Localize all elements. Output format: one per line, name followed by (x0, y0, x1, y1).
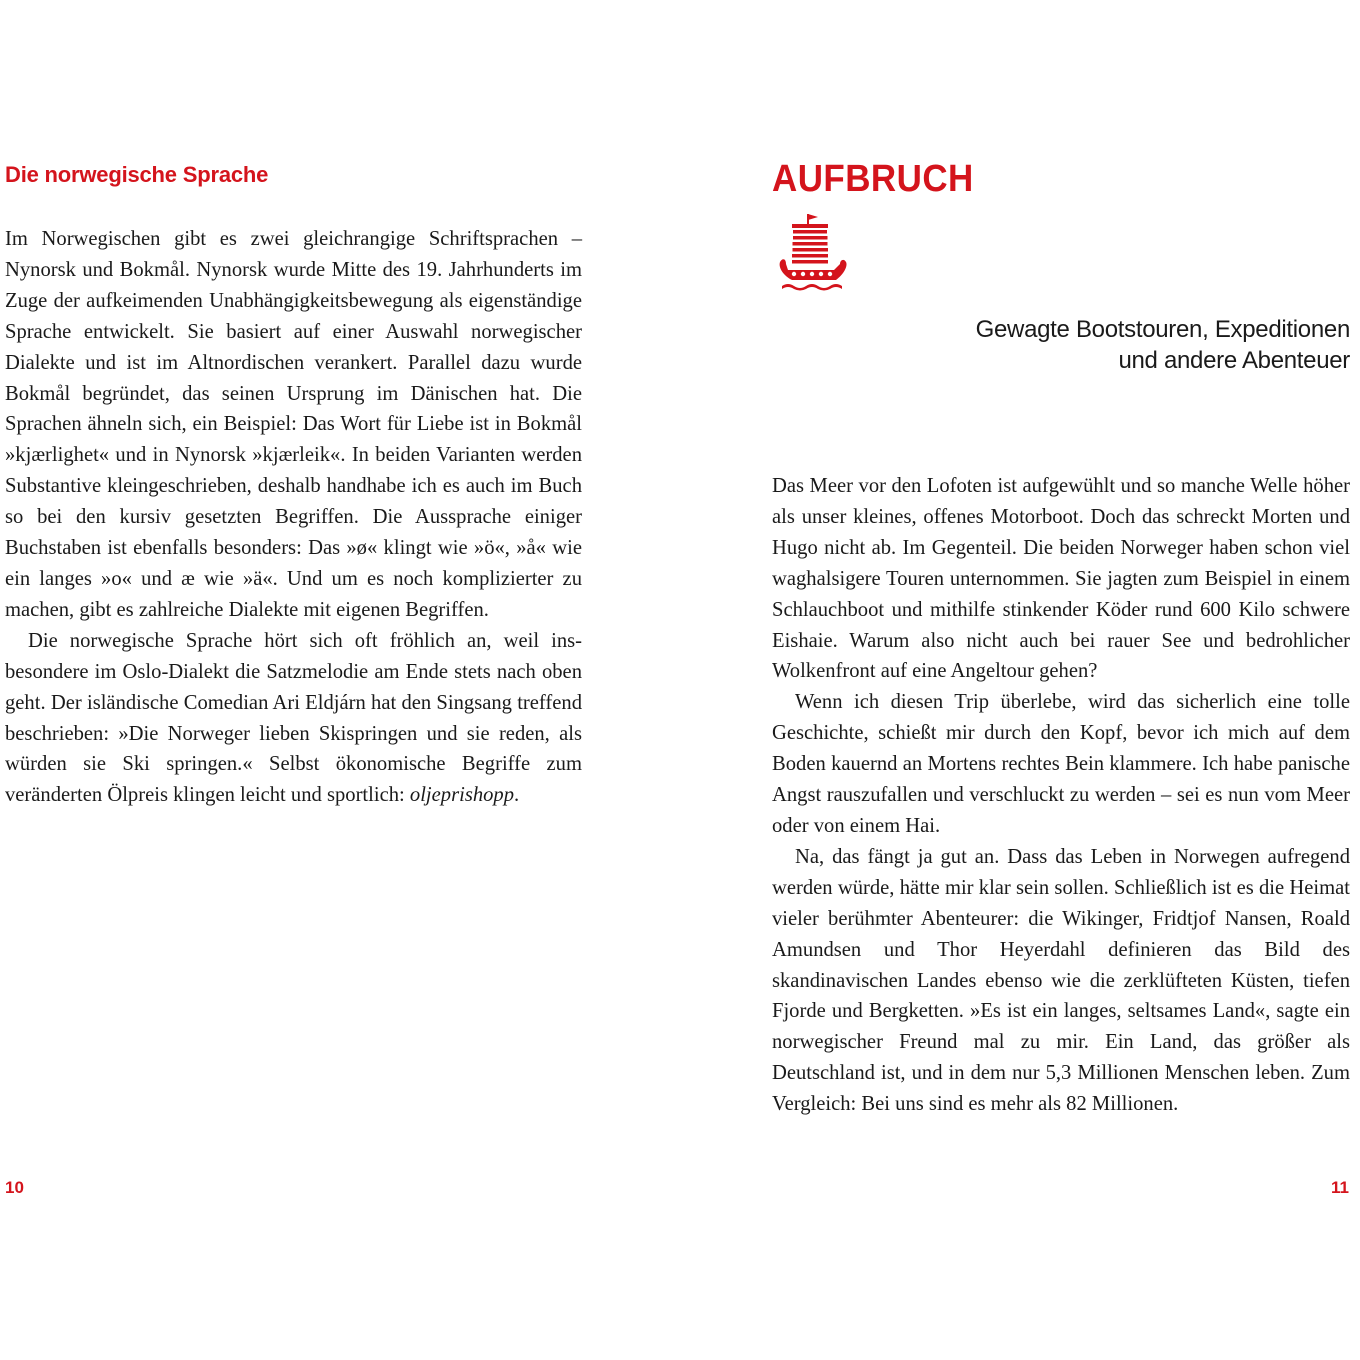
subtitle-line-2: und andere Abenteuer (1118, 346, 1350, 374)
page-number-right: 11 (1331, 1178, 1349, 1197)
subtitle-line-1: Gewagte Bootstouren, Expeditionen (975, 316, 1350, 343)
chapter-subtitle (870, 315, 1350, 376)
left-paragraph-2-text: Die norwegische Sprache hört sich oft fröhlich an, weil insbesondere im Oslo-Dialekt die Satzmelodie am Ende stets nach oben geht. Der isländische Comedian Ari Eldjárn hat den Singsang treffend beschrieben: »Die Norweger lieben Skispringen und sie reden, als würden sie Ski springen.« Selbst ökonomische Begriffe zum veränderten Ölpreis klingen leicht und sportlich: (5, 629, 582, 807)
viking-ship-icon (778, 212, 850, 292)
chapter-title: AUFBRUCH (772, 158, 974, 200)
right-page (680, 0, 1360, 1360)
left-body-text (5, 224, 582, 811)
term-end: . (514, 784, 520, 807)
right-paragraph-3: Na, das fängt ja gut an. Dass das Leben in Norwegen aufregend werden würde, hätte mir klar sein sollen. Schließlich ist es die Heimat vieler berühmter Abenteurer: die Wikinger, Fridtjof Nansen, Roald Amundsen und Thor Heyerdahl definieren das Bild des skandinavischen Landes ebenso wie die zerklüfteten Küsten, tiefen Fjorde und Bergketten. »Es ist ein langes, seltsames Land«, sagte ein norwegischer Freund mal zu mir. Ein Land, das größer als Deutschland ist, und in dem nur 5,3 Millionen Menschen leben. Zum Vergleich: Bei uns sind es mehr als 82 Millionen. (772, 845, 1350, 1116)
right-body-text (772, 471, 1350, 1120)
left-paragraph-2 (5, 626, 582, 811)
section-heading: Die norwegische Sprache (5, 162, 269, 187)
left-paragraph-1: Im Norwegischen gibt es zwei gleichrangige Schriftsprachen – Nynorsk und Bokmål. Nynorsk wurde Mitte des 19. Jahrhunderts im Zuge der aufkeimenden Unabhängigkeitsbewegung als eigenständige Sprache entwickelt. Sie basiert auf einer Auswahl norwegischer Dialekte und ist im Altnordischen verankert. Parallel dazu wurde Bokmål begründet, das seinen Ursprung im Dänischen hat. Die Sprachen ähneln sich, ein Beispiel: Das Wort für Liebe ist in Bokmål »kjærlighet« und in Nynorsk »kjærleik«. In beiden Varianten werden Substantive kleingeschrieben, deshalb handhabe ich es auch im Buch so bei den kursiv gesetzten Begriffen. Die Aussprache einiger Buchstaben ist ebenfalls besonders: Das »ø« klingt wie »ö«, »å« wie ein langes »o« und æ wie »ä«. Und um es noch komplizierter zu machen, gibt es zahlreiche Dialekte mit eigenen Begriffen. (5, 228, 582, 621)
right-paragraph-2: Wenn ich diesen Trip überlebe, wird das sicherlich eine tolle Geschichte, schießt mir durch den Kopf, bevor ich mich auf dem Boden kauernd an Mortens rechtes Bein klammere. Ich habe panische Angst rauszufallen und verschluckt zu werden – sei es nun vom Meer oder von einem Hai. (772, 691, 1350, 837)
italic-term: oljeprishopp (409, 784, 515, 807)
right-paragraph-1: Das Meer vor den Lofoten ist aufgewühlt und so manche Welle höher als unser kleines, offenes Motorboot. Doch das schreckt Morten und Hugo nicht ab. Im Gegenteil. Die beiden Norweger haben schon viel waghalsigere Touren unternommen. Sie jagten zum Beispiel in einem Schlauchboot und mithilfe stinkender Köder rund 600 Kilo schwere Eishaie. Warum also nicht auch bei rauer See und bedrohlicher Wolkenfront auf eine Angeltour gehen? (772, 475, 1350, 683)
page-number-left: 10 (5, 1178, 24, 1197)
